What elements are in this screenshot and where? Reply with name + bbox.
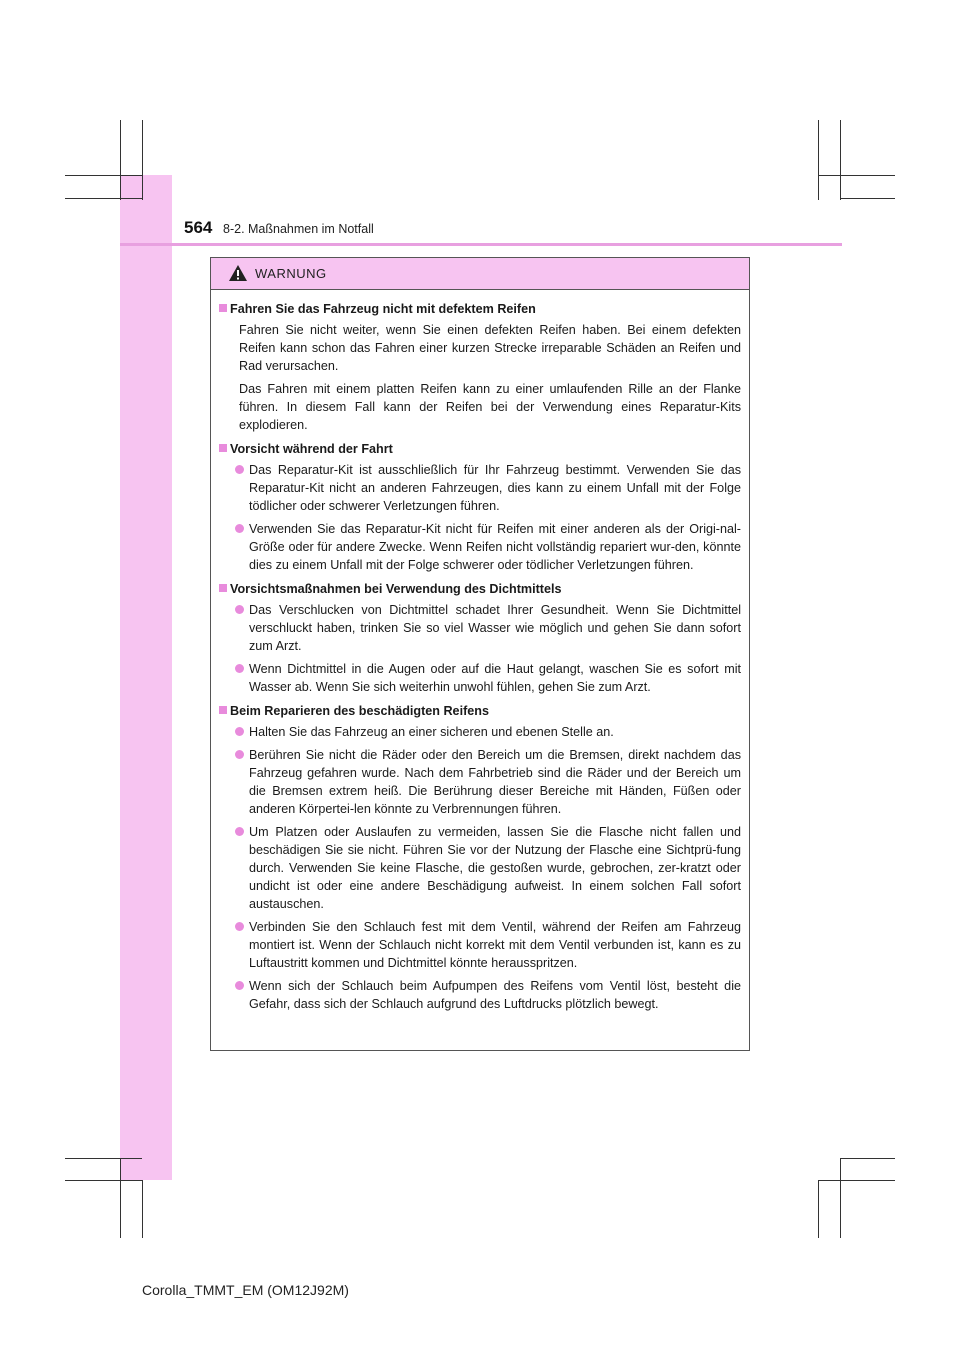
list-item-text: Wenn sich der Schlauch beim Aufpumpen des Reifens vom Ventil löst, besteht die Gefahr, dass sich der Schlauch aufgrund des Luftdrucks plötzlich bewegt. <box>249 979 741 1011</box>
list-item <box>219 660 741 696</box>
list-item <box>219 723 741 741</box>
section-heading <box>219 440 741 458</box>
section-heading-text: Vorsichtsmaßnahmen bei Verwendung des Dichtmittels <box>230 582 562 596</box>
round-bullet-icon <box>235 922 244 931</box>
square-bullet-icon <box>219 304 227 312</box>
warning-section <box>219 300 741 434</box>
crop-mark <box>65 1180 142 1181</box>
crop-mark <box>840 1158 895 1159</box>
warning-section <box>219 440 741 574</box>
crop-mark <box>142 120 143 200</box>
list-item <box>219 461 741 515</box>
list-item-text: Berühren Sie nicht die Räder oder den Bereich um die Bremsen, direkt nachdem das Fahrzeug gefahren wurde. Nach dem Fahrbetrieb sind die Räder und der Bereich um die Bremsen extrem heiß. Die Berührung dieser Bereiche mit Händen, Füßen oder anderen Körpertei-len könnte zu Verbrennungen führen. <box>249 748 741 816</box>
square-bullet-icon <box>219 584 227 592</box>
header-rule <box>120 243 842 246</box>
warning-triangle-icon <box>228 264 248 287</box>
crop-mark <box>818 175 895 176</box>
crop-mark <box>65 175 142 176</box>
crop-mark <box>840 198 895 199</box>
crop-mark <box>142 1180 143 1238</box>
round-bullet-icon <box>235 827 244 836</box>
square-bullet-icon <box>219 706 227 714</box>
paragraph: Das Fahren mit einem platten Reifen kann zu einer umlaufenden Rille an der Flanke führen. In diesem Fall kann der Reifen bei der Verwendung eines Reparatur-Kits explodieren. <box>239 382 741 432</box>
page-number: 564 <box>184 218 213 237</box>
crop-mark <box>120 120 121 200</box>
list-item <box>219 520 741 574</box>
footer-doc-id: Corolla_TMMT_EM (OM12J92M) <box>142 1282 349 1298</box>
round-bullet-icon <box>235 750 244 759</box>
crop-mark <box>65 198 142 199</box>
section-heading-text: Beim Reparieren des beschädigten Reifens <box>230 704 489 718</box>
list-item-text: Um Platzen oder Auslaufen zu vermeiden, lassen Sie die Flasche nicht fallen und beschädigen Sie sie nicht. Führen Sie vor der Nutzung der Flasche eine Sichtprü-fung durch. Verwenden Sie keine Flasche, die gestoßen wurde, gebrochen, zer-kratzt oder undicht ist oder eine andere Beschädigung aufweist. In einem solchen Fall sofort austauschen. <box>249 825 741 911</box>
section-heading-text: Fahren Sie das Fahrzeug nicht mit defektem Reifen <box>230 302 536 316</box>
list-item <box>219 977 741 1013</box>
section-heading <box>219 300 741 318</box>
list-item-text: Halten Sie das Fahrzeug an einer sicheren und ebenen Stelle an. <box>249 725 614 739</box>
warning-section <box>219 580 741 696</box>
crop-mark <box>818 1180 895 1181</box>
section-title: 8-2. Maßnahmen im Notfall <box>223 222 374 236</box>
warning-section <box>219 702 741 1013</box>
bullet-list <box>219 461 741 574</box>
warning-header <box>211 258 749 290</box>
bullet-list <box>219 723 741 1013</box>
round-bullet-icon <box>235 465 244 474</box>
round-bullet-icon <box>235 664 244 673</box>
list-item-text: Verwenden Sie das Reparatur-Kit nicht für Reifen mit einer anderen als der Origi-nal-Größe oder für andere Zwecke. Wenn Reifen nicht vollständig repariert wur-den, könnte dies zu einem Unfall mit der Folge schwerer oder tödlicher Verletzungen führen. <box>249 522 741 572</box>
crop-mark <box>120 1158 121 1238</box>
round-bullet-icon <box>235 605 244 614</box>
crop-mark <box>840 1158 841 1238</box>
section-heading <box>219 702 741 720</box>
list-item-text: Wenn Dichtmittel in die Augen oder auf die Haut gelangt, waschen Sie es sofort mit Wasser ab. Wenn Sie sich weiterhin unwohl fühlen, gehen Sie zum Arzt. <box>249 662 741 694</box>
crop-mark <box>818 1180 819 1238</box>
round-bullet-icon <box>235 727 244 736</box>
section-heading-text: Vorsicht während der Fahrt <box>230 442 393 456</box>
paragraph: Fahren Sie nicht weiter, wenn Sie einen defekten Reifen haben. Bei einem defekten Reifen kann schon das Fahren einer kurzen Strecke irreparable Schäden an Reifen und Rad verursachen. <box>239 323 741 373</box>
square-bullet-icon <box>219 444 227 452</box>
list-item <box>219 601 741 655</box>
section-heading <box>219 580 741 598</box>
list-item <box>219 823 741 913</box>
list-item <box>219 918 741 972</box>
crop-mark <box>818 120 819 200</box>
warning-box <box>210 257 750 1051</box>
crop-mark <box>65 1158 142 1159</box>
warning-body <box>211 290 749 1013</box>
bullet-list <box>219 601 741 696</box>
list-item-text: Das Reparatur-Kit ist ausschließlich für Ihr Fahrzeug bestimmt. Verwenden Sie das Reparatur-Kit nicht an anderen Fahrzeugen, dies kann zu einem Unfall mit der Folge tödlicher oder schwerer Verletzungen führen. <box>249 463 741 513</box>
warning-title: WARNUNG <box>255 266 327 281</box>
list-item-text: Verbinden Sie den Schlauch fest mit dem Ventil, während der Reifen am Fahrzeug montiert ist. Wenn der Schlauch nicht korrekt mit dem Ventil verbunden ist, kann es zu Luftaustritt kommen und Dichtmittel könnte herausspritzen. <box>249 920 741 970</box>
list-item-text: Das Verschlucken von Dichtmittel schadet Ihrer Gesundheit. Wenn Sie Dichtmittel verschluckt haben, trinken Sie so viel Wasser wie möglich und gehen Sie dann sofort zum Arzt. <box>249 603 741 653</box>
round-bullet-icon <box>235 524 244 533</box>
list-item <box>219 746 741 818</box>
crop-mark <box>840 120 841 200</box>
round-bullet-icon <box>235 981 244 990</box>
side-color-bar <box>120 175 172 1180</box>
